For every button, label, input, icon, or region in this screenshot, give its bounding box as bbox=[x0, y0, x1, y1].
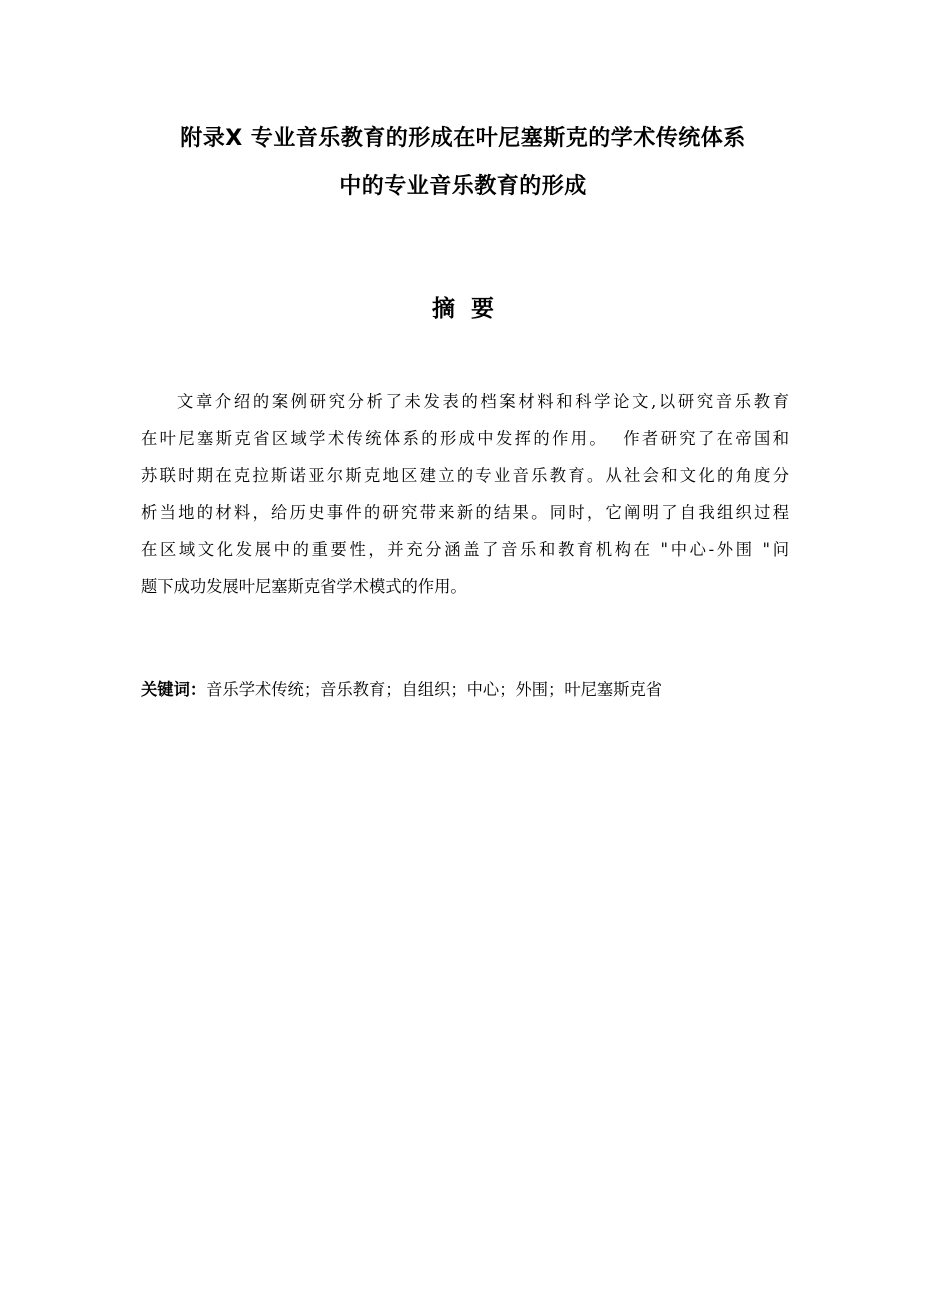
document-title-line-1: 附录X 专业音乐教育的形成在叶尼塞斯克的学术传统体系 bbox=[180, 126, 746, 151]
abstract-body bbox=[141, 384, 789, 605]
keywords-label: 关键词： bbox=[141, 680, 207, 699]
document-title-line-2: 中的专业音乐教育的形成 bbox=[339, 174, 587, 199]
abstract-line: 苏联时期在克拉斯诺亚尔斯克地区建立的专业音乐教育。从社会和文化的角度分 bbox=[141, 465, 789, 485]
abstract-line: 在叶尼塞斯克省区域学术传统体系的形成中发挥的作用。 作者研究了在帝国和 bbox=[141, 428, 789, 448]
abstract-line: 析当地的材料，给历史事件的研究带来新的结果。同时，它阐明了自我组织过程 bbox=[141, 502, 789, 522]
abstract-line: 在区域文化发展中的重要性，并充分涵盖了音乐和教育机构在 "中心-外围 "问 bbox=[141, 539, 789, 559]
abstract-line: 题下成功发展叶尼塞斯克省学术模式的作用。 bbox=[141, 576, 467, 596]
keywords-text: 音乐学术传统；音乐教育；自组织；中心；外围；叶尼塞斯克省 bbox=[206, 680, 663, 699]
abstract-heading: 摘 要 bbox=[431, 296, 494, 322]
keywords bbox=[141, 677, 789, 703]
abstract-line: 文章介绍的案例研究分析了未发表的档案材料和科学论文,以研究音乐教育 bbox=[177, 392, 789, 411]
